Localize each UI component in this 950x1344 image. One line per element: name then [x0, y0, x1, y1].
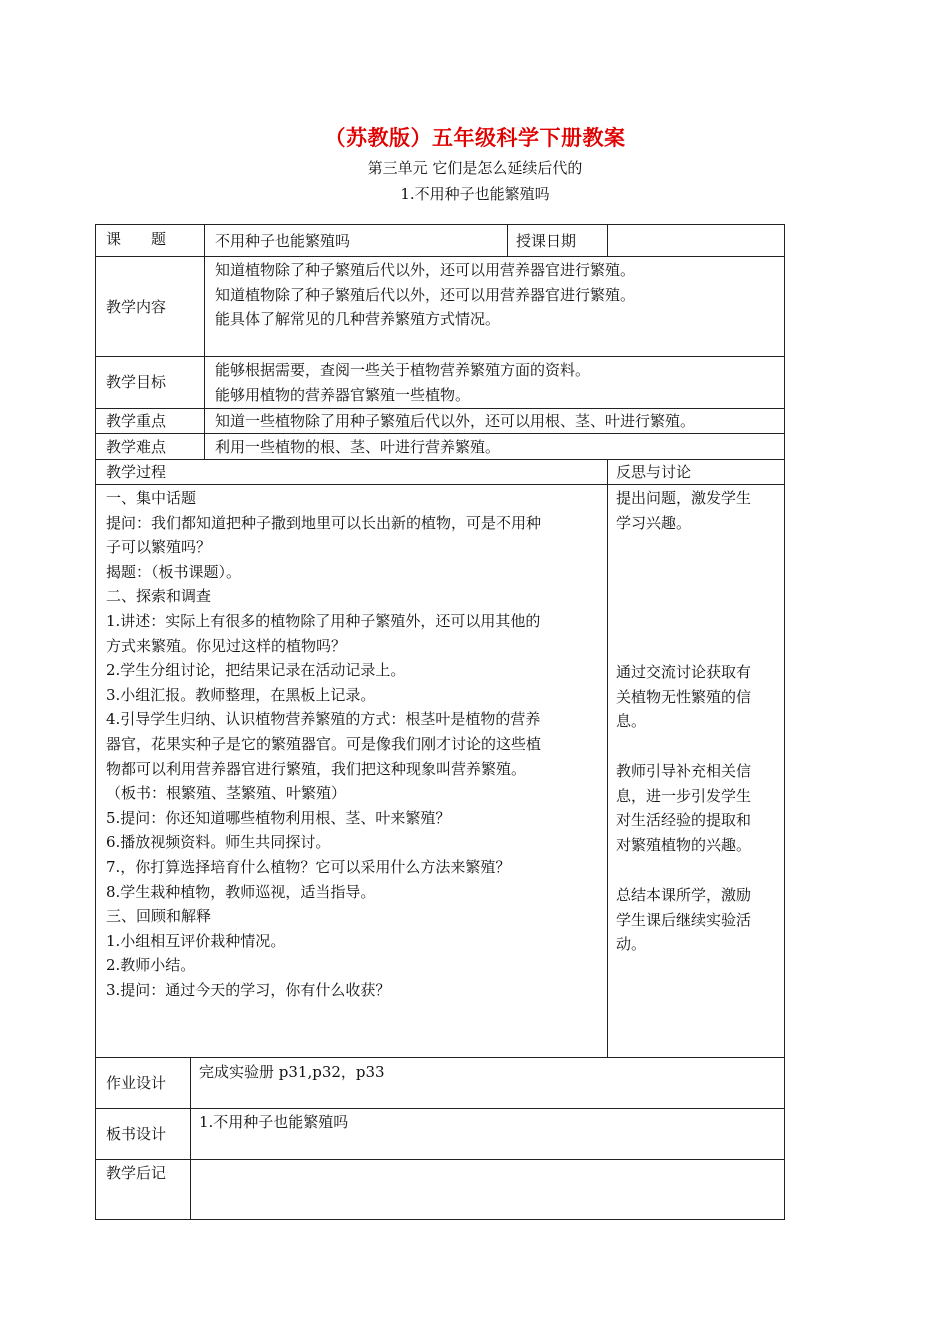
reflection-line: 提出问题，激发学生	[616, 489, 752, 507]
process-line: 6.播放视频资料。师生共同探讨。	[106, 833, 331, 852]
process-line: 物都可以利用营养器官进行繁殖，我们把这种现象叫营养繁殖。	[106, 759, 527, 778]
process-line: 4.引导学生归纳、认识植物营养繁殖的方式：根茎叶是植物的营养	[106, 710, 541, 729]
board-value: 1.不用种子也能繁殖吗	[199, 1113, 349, 1131]
process-line: 2.教师小结。	[106, 956, 196, 975]
process-line: 1.小组相互评价栽种情况。	[106, 931, 286, 950]
content-text	[215, 258, 635, 332]
topic-label: 课 题	[106, 230, 167, 248]
process-line: 二、探索和调查	[106, 587, 212, 606]
process-label: 教学过程	[106, 463, 167, 481]
column-divider	[607, 224, 608, 256]
lesson-heading: 1.不用种子也能繁殖吗	[400, 185, 550, 203]
process-line: 子可以繁殖吗？	[106, 538, 212, 557]
content-line: 知道植物除了种子繁殖后代以外，还可以用营养器官进行繁殖。	[215, 261, 636, 279]
reflection-note-2	[616, 660, 751, 734]
reflection-line: 学生课后继续实验活	[616, 910, 752, 929]
homework-value: 完成实验册 p31,p32，p33	[199, 1063, 385, 1081]
reflection-line: 总结本课所学，激励	[616, 886, 752, 904]
content-line: 能具体了解常见的几种营养繁殖方式情况。	[215, 310, 501, 329]
topic-value: 不用种子也能繁殖吗	[215, 232, 351, 250]
goal-line: 能够根据需要，查阅一些关于植物营养繁殖方面的资料。	[215, 361, 591, 379]
reflection-line: 息，进一步引发学生	[616, 786, 752, 805]
date-label: 授课日期	[516, 232, 577, 250]
row-divider	[95, 1108, 785, 1109]
difficulty-label: 教学难点	[106, 438, 167, 456]
row-divider	[95, 1159, 785, 1160]
homework-label: 作业设计	[106, 1074, 167, 1092]
reflection-line: 学习兴趣。	[616, 513, 692, 532]
process-line: 提问：我们都知道把种子撒到地里可以长出新的植物，可是不用种	[106, 513, 542, 532]
row-divider	[95, 256, 785, 257]
reflection-note-3	[616, 759, 751, 857]
key-value: 知道一些植物除了用种子繁殖后代以外，还可以用根、茎、叶进行繁殖。	[215, 412, 696, 430]
row-divider	[95, 1057, 785, 1058]
process-line: 器官，花果实种子是它的繁殖器官。可是像我们刚才讨论的这些植	[106, 734, 542, 753]
process-text	[106, 486, 541, 1002]
process-line: 1.讲述：实际上有很多的植物除了用种子繁殖外，还可以用其他的	[106, 611, 541, 630]
reflection-line: 对生活经验的提取和	[616, 811, 752, 830]
reflection-note-1	[616, 486, 751, 535]
reflection-line: 息。	[616, 712, 647, 731]
column-divider	[507, 224, 508, 256]
difficulty-value: 利用一些植物的根、茎、叶进行营养繁殖。	[215, 438, 501, 456]
document-title: （苏教版）五年级科学下册教案	[324, 125, 626, 150]
column-divider	[190, 1057, 191, 1220]
content-line: 知道植物除了种子繁殖后代以外，还可以用营养器官进行繁殖。	[215, 285, 636, 304]
reflection-label: 反思与讨论	[616, 463, 692, 481]
process-line: 方式来繁殖。你见过这样的植物吗？	[106, 636, 347, 655]
reflection-line: 动。	[616, 935, 647, 954]
process-line: 7.，你打算选择培育什么植物？它可以采用什么方法来繁殖？	[106, 857, 511, 876]
process-line: 2.学生分组讨论，把结果记录在活动记录上。	[106, 661, 406, 680]
process-line: 8.学生栽种植物，教师巡视，适当指导。	[106, 882, 376, 901]
reflection-line: 教师引导补充相关信	[616, 762, 752, 780]
row-divider	[95, 356, 785, 357]
process-line: 三、回顾和解释	[106, 907, 212, 926]
process-line: 5.提问：你还知道哪些植物利用根、茎、叶来繁殖？	[106, 808, 451, 827]
board-label: 板书设计	[106, 1125, 167, 1143]
process-line: （板书：根繁殖、茎繁殖、叶繁殖）	[106, 784, 347, 803]
process-line: 一、集中话题	[106, 489, 197, 507]
goal-label: 教学目标	[106, 373, 167, 391]
reflection-line: 关植物无性繁殖的信	[616, 687, 752, 706]
reflection-line: 通过交流讨论获取有	[616, 663, 752, 681]
process-line: 3.小组汇报。教师整理，在黑板上记录。	[106, 685, 376, 704]
process-line: 揭题：（板书课题）。	[106, 562, 242, 581]
reflection-line: 对繁殖植物的兴趣。	[616, 835, 752, 854]
reflection-note-4	[616, 883, 751, 957]
process-line: 3.提问：通过今天的学习，你有什么收获？	[106, 980, 391, 999]
goal-text	[215, 358, 590, 407]
content-label: 教学内容	[106, 298, 167, 316]
notes-label: 教学后记	[106, 1164, 167, 1182]
goal-line: 能够用植物的营养器官繁殖一些植物。	[215, 385, 471, 404]
key-label: 教学重点	[106, 412, 167, 430]
unit-heading: 第三单元 它们是怎么延续后代的	[367, 159, 583, 177]
column-divider	[204, 224, 205, 459]
column-divider	[607, 459, 608, 1057]
